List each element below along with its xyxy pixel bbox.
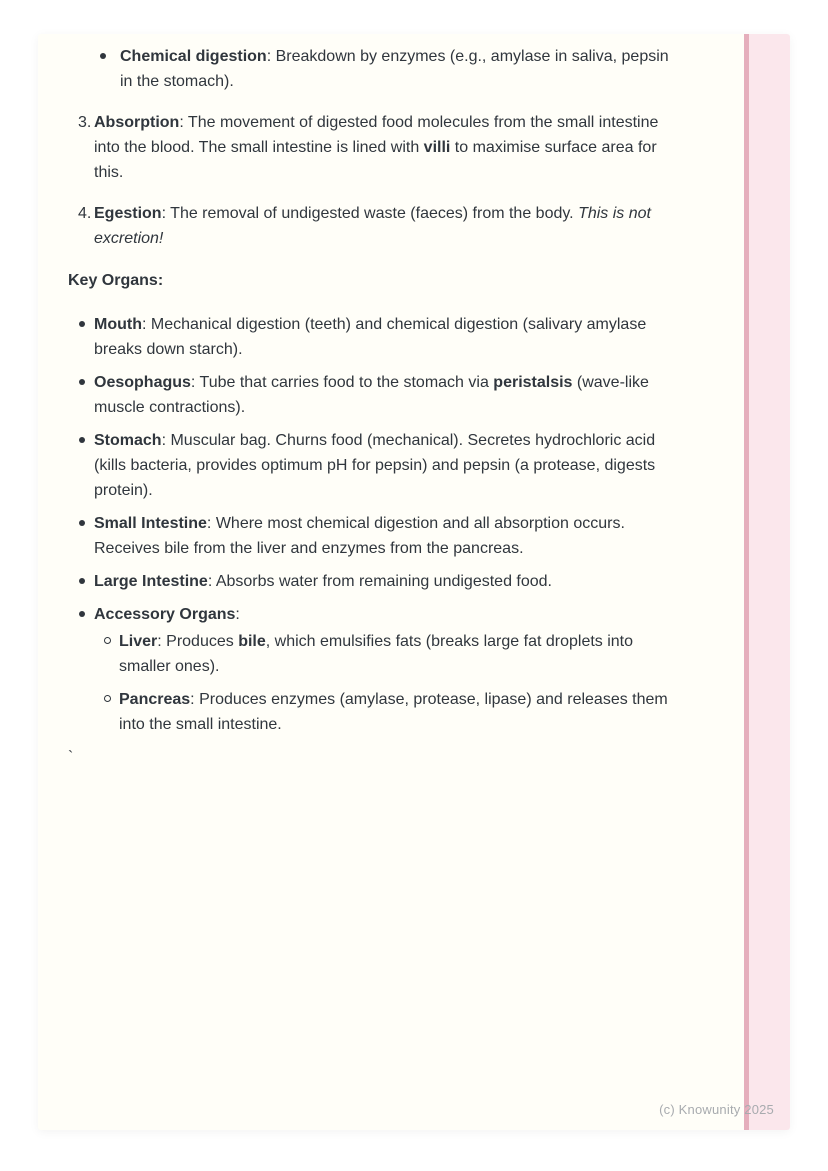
stray-char	[68, 745, 683, 770]
bullet-small-intestine	[68, 511, 683, 561]
bullet-mouth	[68, 312, 683, 362]
bullet-circle-icon	[103, 629, 119, 654]
item-text: Chemical digestion: Breakdown by enzymes (e.g., amylase in saliva, pepsin in the stomach).	[120, 48, 669, 90]
bullet-disc-icon	[78, 569, 94, 594]
item-text: Accessory Organs:	[94, 606, 240, 623]
item-text: Small Intestine: Where most chemical digestion and all absorption occurs. Receives bile from the liver and enzymes from the pancreas.	[94, 515, 625, 557]
bullet-chemical-digestion	[68, 44, 683, 94]
list-number: 4.	[78, 205, 92, 222]
numbered-absorption	[68, 110, 683, 185]
bullet-circle-icon	[103, 687, 119, 712]
bullet-disc-icon	[78, 312, 94, 337]
item-text: Oesophagus: Tube that carries food to the stomach via peristalsis (wave-like muscle contractions).	[94, 374, 649, 416]
bullet-accessory-organs	[68, 602, 683, 627]
bullet-pancreas	[68, 687, 683, 737]
bullet-disc-icon	[78, 602, 94, 627]
item-text: Liver: Produces bile, which emulsifies fats (breaks large fat droplets into smaller ones).	[119, 633, 634, 675]
item-text: `	[68, 749, 74, 766]
item-text: Egestion: The removal of undigested waste (faeces) from the body. This is not excretion!	[94, 205, 651, 247]
bullet-stomach	[68, 428, 683, 503]
bullet-disc-icon	[99, 44, 120, 69]
numbered-egestion	[68, 201, 683, 251]
item-text: Large Intestine: Absorbs water from remaining undigested food.	[94, 573, 552, 590]
copyright-watermark: (c) Knowunity 2025	[659, 1102, 774, 1117]
document-page	[38, 34, 790, 1130]
notes-content	[38, 34, 790, 770]
bullet-disc-icon	[78, 511, 94, 536]
key-organs-heading	[68, 268, 683, 293]
bullet-disc-icon	[78, 370, 94, 395]
item-text: Pancreas: Produces enzymes (amylase, protease, lipase) and releases them into the small intestine.	[119, 691, 668, 733]
item-text: Stomach: Muscular bag. Churns food (mechanical). Secretes hydrochloric acid (kills bacteria, provides optimum pH for pepsin) and pepsin (a protease, digests protein).	[94, 432, 656, 499]
list-number: 3.	[78, 114, 92, 131]
bullet-disc-icon	[78, 428, 94, 453]
bullet-oesophagus	[68, 370, 683, 420]
item-text: Absorption: The movement of digested food molecules from the small intestine into the blood. The small intestine is lined with villi to maximise surface area for this.	[94, 114, 659, 181]
bullet-large-intestine	[68, 569, 683, 594]
section-heading-text: Key Organs:	[68, 272, 164, 289]
bullet-liver	[68, 629, 683, 679]
item-text: Mouth: Mechanical digestion (teeth) and chemical digestion (salivary amylase breaks down starch).	[94, 316, 647, 358]
